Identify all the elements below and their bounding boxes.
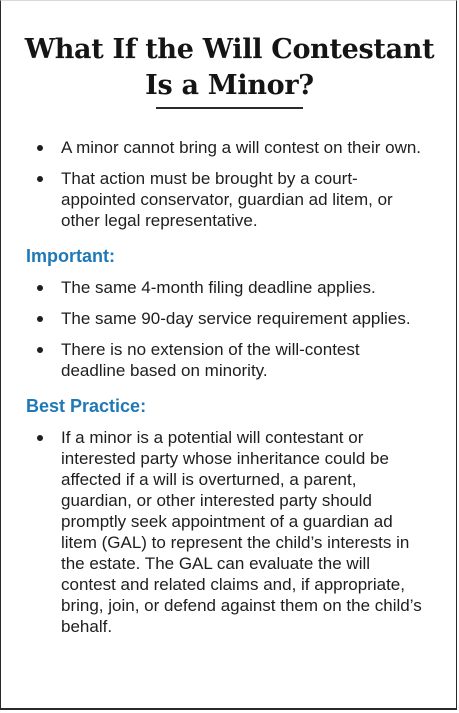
list-item-text: The same 4-month filing deadline applies.	[61, 278, 376, 297]
bullet-icon	[37, 435, 43, 441]
list-item	[26, 277, 426, 298]
list-item-text: A minor cannot bring a will contest on their own.	[61, 138, 422, 157]
list-item-text: That action must be brought by a court-appointed conservator, guardian ad litem, or other legal representative.	[61, 169, 393, 230]
list-item-text: There is no extension of the will-contest deadline based on minority.	[61, 340, 360, 380]
bullet-icon	[37, 145, 43, 151]
bullet-icon	[37, 176, 43, 182]
important-list	[26, 277, 426, 381]
best-practice-list	[26, 427, 426, 637]
content-body	[26, 137, 426, 647]
page-title-line-1: What If the Will Contestant	[24, 34, 435, 65]
page-title-line-2: Is a Minor?	[145, 70, 314, 101]
list-item	[26, 137, 426, 158]
list-item-text: If a minor is a potential will contestant or interested party whose inheritance could be affected if a will is overturned, a parent, guardian, or other interested party should promptly seek appointment of a guardian ad litem (GAL) to represent the child’s interests in the estate. The GAL can evaluate the will contest and related claims and, if appropriate, bring, join, or defend against them on the child’s behalf.	[61, 428, 422, 636]
list-item	[26, 308, 426, 329]
bullet-icon	[37, 316, 43, 322]
list-item	[26, 168, 426, 231]
list-item-text: The same 90-day service requirement applies.	[61, 309, 411, 328]
title-underline	[156, 107, 303, 109]
bullet-icon	[37, 285, 43, 291]
bullet-icon	[37, 347, 43, 353]
best-practice-heading: Best Practice:	[26, 396, 147, 416]
intro-list	[26, 137, 426, 231]
important-heading: Important:	[26, 246, 115, 266]
list-item	[26, 427, 426, 637]
list-item	[26, 339, 426, 381]
title-block	[0, 32, 459, 104]
